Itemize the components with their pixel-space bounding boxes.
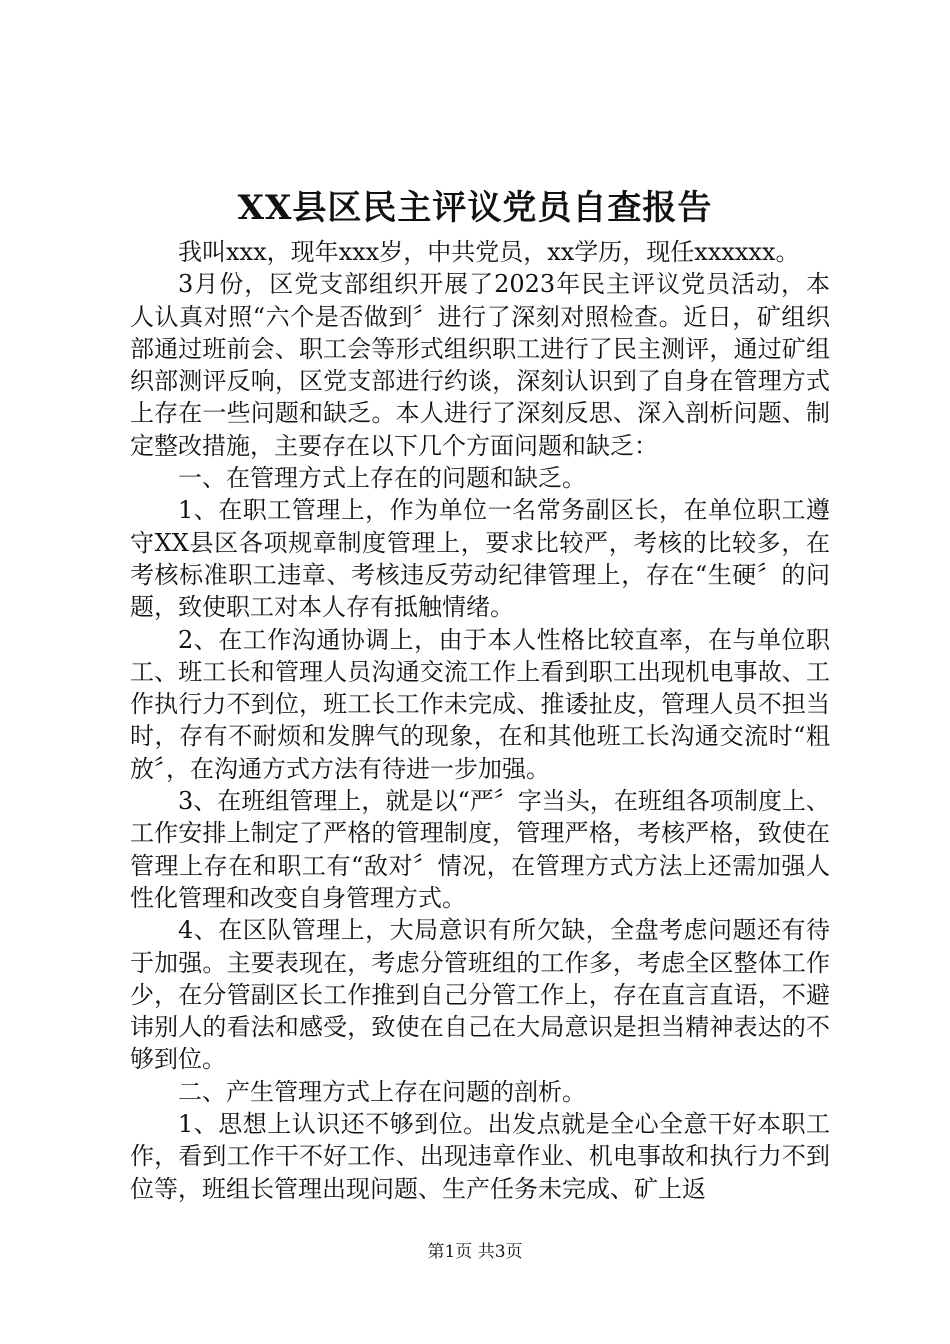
document-body (130, 236, 830, 1205)
paragraph: 我叫xxx，现年xxx岁，中共党员，xx学历，现任xxxxxx。 (178, 238, 800, 266)
page-number-footer: 第1页 共3页 (427, 1242, 523, 1262)
paragraph: 1、在职工管理上，作为单位一名常务副区长，在单位职工遵守XX县区各项规章制度管理上，要求比较严，考核的比较多，在考核标准职工违章、考核违反劳动纪律管理上，存在“生硬〞的问题，致使职工对本人存有抵触情绪。 (130, 496, 830, 622)
paragraph: 4、在区队管理上，大局意识有所欠缺，全盘考虑问题还有待于加强。主要表现在，考虑分管班组的工作多，考虑全区整体工作少，在分管副区长工作推到自己分管工作上，存在直言直语，不避讳别人的看法和感受，致使在自己在大局意识是担当精神表达的不够到位。 (130, 916, 830, 1074)
paragraph: 3、在班组管理上，就是以“严〞字当头，在班组各项制度上、工作安排上制定了严格的管理制度，管理严格，考核严格，致使在管理上存在和职工有“敌对〞情况，在管理方式方法上还需加强人性化管理和改变自身管理方式。 (130, 787, 830, 912)
paragraph: 一、在管理方式上存在的问题和缺乏。 (178, 464, 586, 493)
paragraph: 1、思想上认识还不够到位。出发点就是全心全意干好本职工作，看到工作干不好工作、出现违章作业、机电事故和执行力不到位等，班组长管理出现问题、生产任务未完成、矿上返 (130, 1110, 830, 1203)
paragraph: 3月份，区党支部组织开展了2023年民主评议党员活动，本人认真对照“六个是否做到〞进行了深刻对照检查。近日，矿组织部通过班前会、职工会等形式组织职工进行了民主测评，通过矿组织部测评反响，区党支部进行约谈，深刻认识到了自身在管理方式上存在一些问题和缺乏。本人进行了深刻反思、深入剖析问题、制定整改措施，主要存在以下几个方面问题和缺乏： (130, 270, 830, 460)
paragraph: 二、产生管理方式上存在问题的剖析。 (178, 1077, 586, 1106)
document-title: XX县区民主评议党员自查报告 (237, 188, 713, 228)
paragraph: 2、在工作沟通协调上，由于本人性格比较直率，在与单位职工、班工长和管理人员沟通交流工作上看到职工出现机电事故、工作执行力不到位，班工长工作未完成、推诿扯皮，管理人员不担当时，存有不耐烦和发脾气的现象，在和其他班工长沟通交流时“粗放〞，在沟通方式方法有待进一步加强。 (130, 625, 830, 783)
